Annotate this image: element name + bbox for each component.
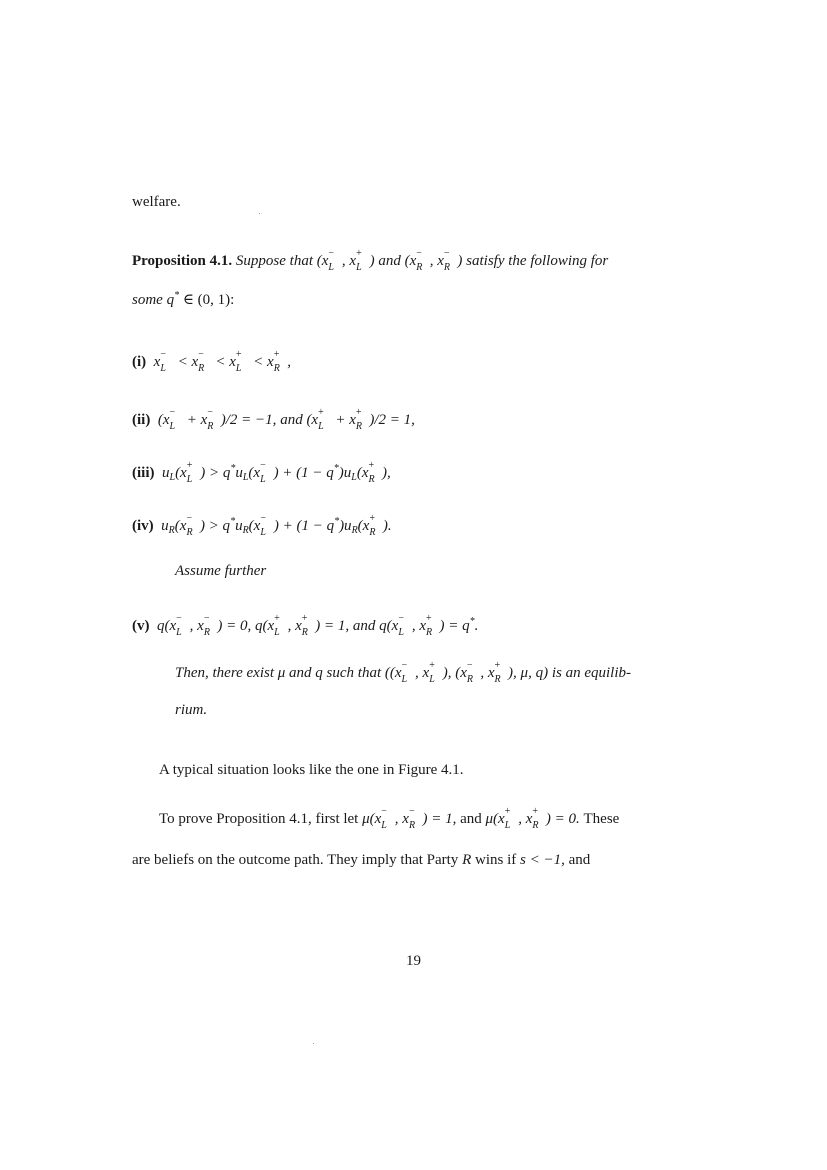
beliefs-text-b: wins if [474, 852, 517, 868]
text-welfare: welfare. [132, 194, 181, 210]
proposition-label: Proposition 4.1. [132, 253, 233, 269]
typical-situation-paragraph [159, 760, 464, 780]
proof-line-2: are beliefs on the outcome path. They imply that Party R wins if s < −1, and [132, 852, 591, 868]
scan-speck [313, 1043, 314, 1044]
page-number: 19 [406, 953, 421, 969]
condition-ii: (ii) (x − L + x − R )/2 = −1, and (x + L + x + R )/2 = 1, [132, 407, 415, 432]
paragraph-fragment [132, 192, 181, 212]
prop-text-b: satisfy the following for [466, 253, 609, 269]
proof-text-and: and [460, 811, 482, 827]
condition-iv-label: (iv) [132, 518, 154, 534]
condition-v-and: and [352, 618, 376, 634]
proof-text-a: To prove Proposition 4.1, first let [159, 811, 359, 827]
prop-text-in: ∈ (0, 1): [182, 292, 235, 308]
proof-text-b: These [583, 811, 620, 827]
scan-speck [259, 213, 260, 214]
prop-text-a: Suppose that [235, 253, 313, 269]
condition-ii-and: and [280, 412, 303, 428]
condition-v-label: (v) [132, 618, 150, 634]
proposition-line-2: some q* ∈ (0, 1): [132, 290, 235, 308]
proof-line-1: To prove Proposition 4.1, first let μ(x − L , x − R ) = 1, and μ(x + L , x + R ) = 0. These [159, 806, 620, 831]
typical-text: A typical situation looks like the one in Figure 4.1. [159, 762, 464, 778]
assume-text: Assume further [175, 563, 267, 579]
assume-further [175, 561, 266, 581]
conclusion-line-2 [175, 700, 207, 720]
condition-iii-label: (iii) [132, 465, 155, 481]
conclusion-line-1: Then, there exist μ and q such that ((x − L , x + L ), (x − R , x + R ), μ, q) is an equilib- [175, 660, 631, 685]
proposition-line-1: Proposition 4.1. Suppose that (x − L , x + L ) and (x − R , x − R ) satisfy the following for [132, 248, 609, 273]
condition-i-label: (i) [132, 354, 147, 370]
conclusion-text-c: is an equilib- [551, 665, 631, 681]
prop-text-and: and [378, 253, 401, 269]
condition-iv: (iv) $u_R(x$ − R ) > $q^*u_R(x$ − L ) + $(1 - q^*)u_R(x$ + R ). [132, 513, 392, 538]
condition-iii: (iii) $u_L(x$ + L ) > $q^*u_L(x$ − L ) + $(1 - q^*)u_L(x$ + R ), [132, 460, 391, 485]
conclusion-text-b: such that [326, 665, 382, 681]
conclusion-text-a: Then, there exist [175, 665, 275, 681]
condition-i: (i) x − L < x − R < x + L < x + R , [132, 349, 291, 374]
conclusion-text-d: rium. [175, 702, 208, 718]
condition-ii-label: (ii) [132, 412, 151, 428]
beliefs-party: R [462, 852, 472, 868]
prop-text-some: some [132, 292, 163, 308]
conclusion-text-and: and [289, 665, 312, 681]
condition-v: (v) q(x − L , x − R ) = 0, q(x + L , x + R ) = 1, and q(x − L , x + R ) = q*. [132, 613, 479, 638]
beliefs-text-c: and [568, 852, 591, 868]
beliefs-text-a: are beliefs on the outcome path. They imply that Party [132, 852, 459, 868]
